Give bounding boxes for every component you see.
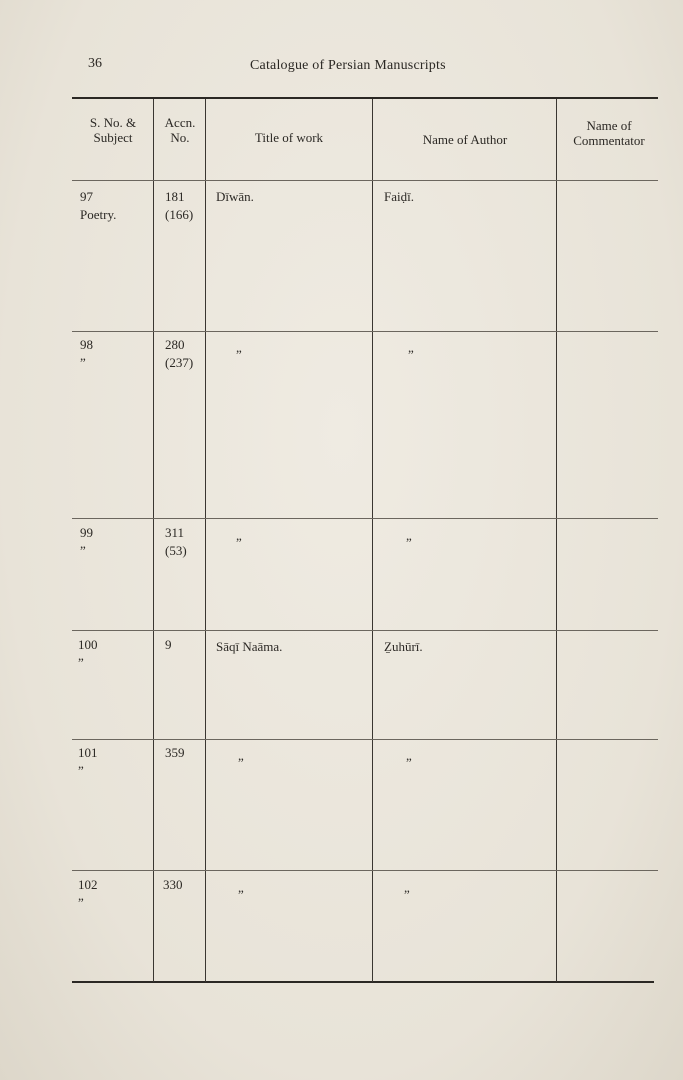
row-101-author: ” (406, 755, 412, 770)
row-99-sno (80, 524, 93, 560)
row-98-author: ” (408, 347, 414, 362)
subject: Poetry. (80, 207, 117, 222)
accn-number: 330 (163, 877, 183, 892)
row-separator (72, 739, 658, 740)
header-name-of-author: Name of Author (422, 132, 508, 147)
row-98-sno (80, 336, 93, 372)
row-102-author: ” (404, 887, 410, 902)
row-99-accn (165, 524, 187, 560)
row-101-title: ” (238, 755, 244, 770)
row-99-title: ” (236, 535, 242, 550)
table-bottom-rule (72, 981, 654, 983)
row-100-author: Ẕuhūrī. (384, 639, 423, 654)
column-divider-3 (372, 99, 373, 982)
row-97-sno (80, 188, 116, 224)
sno: 102 (78, 877, 98, 892)
row-99-author: ” (406, 535, 412, 550)
sno: 101 (78, 745, 98, 760)
row-97-title: Dīwān. (216, 189, 254, 204)
row-separator (72, 180, 658, 181)
row-100-sno (78, 636, 98, 672)
subject: ” (78, 895, 84, 910)
row-97-accn (165, 188, 193, 224)
row-separator (72, 331, 658, 332)
row-101-accn (165, 744, 185, 762)
accn-number: 9 (165, 637, 172, 652)
accn-number: 311 (165, 525, 185, 540)
page-number: 36 (88, 56, 102, 71)
accn-number: 359 (165, 745, 185, 760)
row-98-accn (165, 336, 193, 372)
row-102-sno (78, 876, 98, 912)
accn-number: 181 (165, 189, 185, 204)
header-title-of-work: Title of work (254, 130, 324, 145)
column-divider-1 (153, 99, 154, 982)
row-98-title: ” (236, 347, 242, 362)
accn-old-number: (53) (165, 543, 187, 558)
header-commentator (557, 118, 661, 148)
header-sno-line2: Subject (93, 130, 133, 145)
accn-number: 280 (165, 337, 185, 352)
sno: 99 (80, 525, 93, 540)
header-accn-line2: No. (170, 130, 190, 145)
subject: ” (78, 655, 84, 670)
header-accn (156, 115, 204, 145)
row-separator (72, 870, 658, 871)
table-top-rule (72, 97, 658, 99)
header-sno-subject (74, 115, 152, 145)
row-separator (72, 518, 658, 519)
row-102-accn (163, 876, 183, 894)
sno: 98 (80, 337, 93, 352)
header-commentator-line1: Name of (586, 118, 632, 133)
subject: ” (80, 543, 86, 558)
running-title: Catalogue of Persian Manuscripts (250, 58, 446, 73)
column-divider-4 (556, 99, 557, 982)
sno: 100 (78, 637, 98, 652)
row-separator (72, 630, 658, 631)
row-97-author: Faiḍī. (384, 189, 414, 204)
sno: 97 (80, 189, 93, 204)
row-100-title: Sāqī Naāma. (216, 639, 283, 654)
header-commentator-line2: Commentator (573, 133, 645, 148)
subject: ” (80, 355, 86, 370)
accn-old-number: (237) (165, 355, 194, 370)
column-divider-2 (205, 99, 206, 982)
row-102-title: ” (238, 887, 244, 902)
subject: ” (78, 763, 84, 778)
header-accn-line1: Accn. (164, 115, 196, 130)
row-101-sno (78, 744, 98, 780)
row-100-accn (165, 636, 172, 654)
accn-old-number: (166) (165, 207, 194, 222)
header-sno-line1: S. No. & (89, 115, 137, 130)
